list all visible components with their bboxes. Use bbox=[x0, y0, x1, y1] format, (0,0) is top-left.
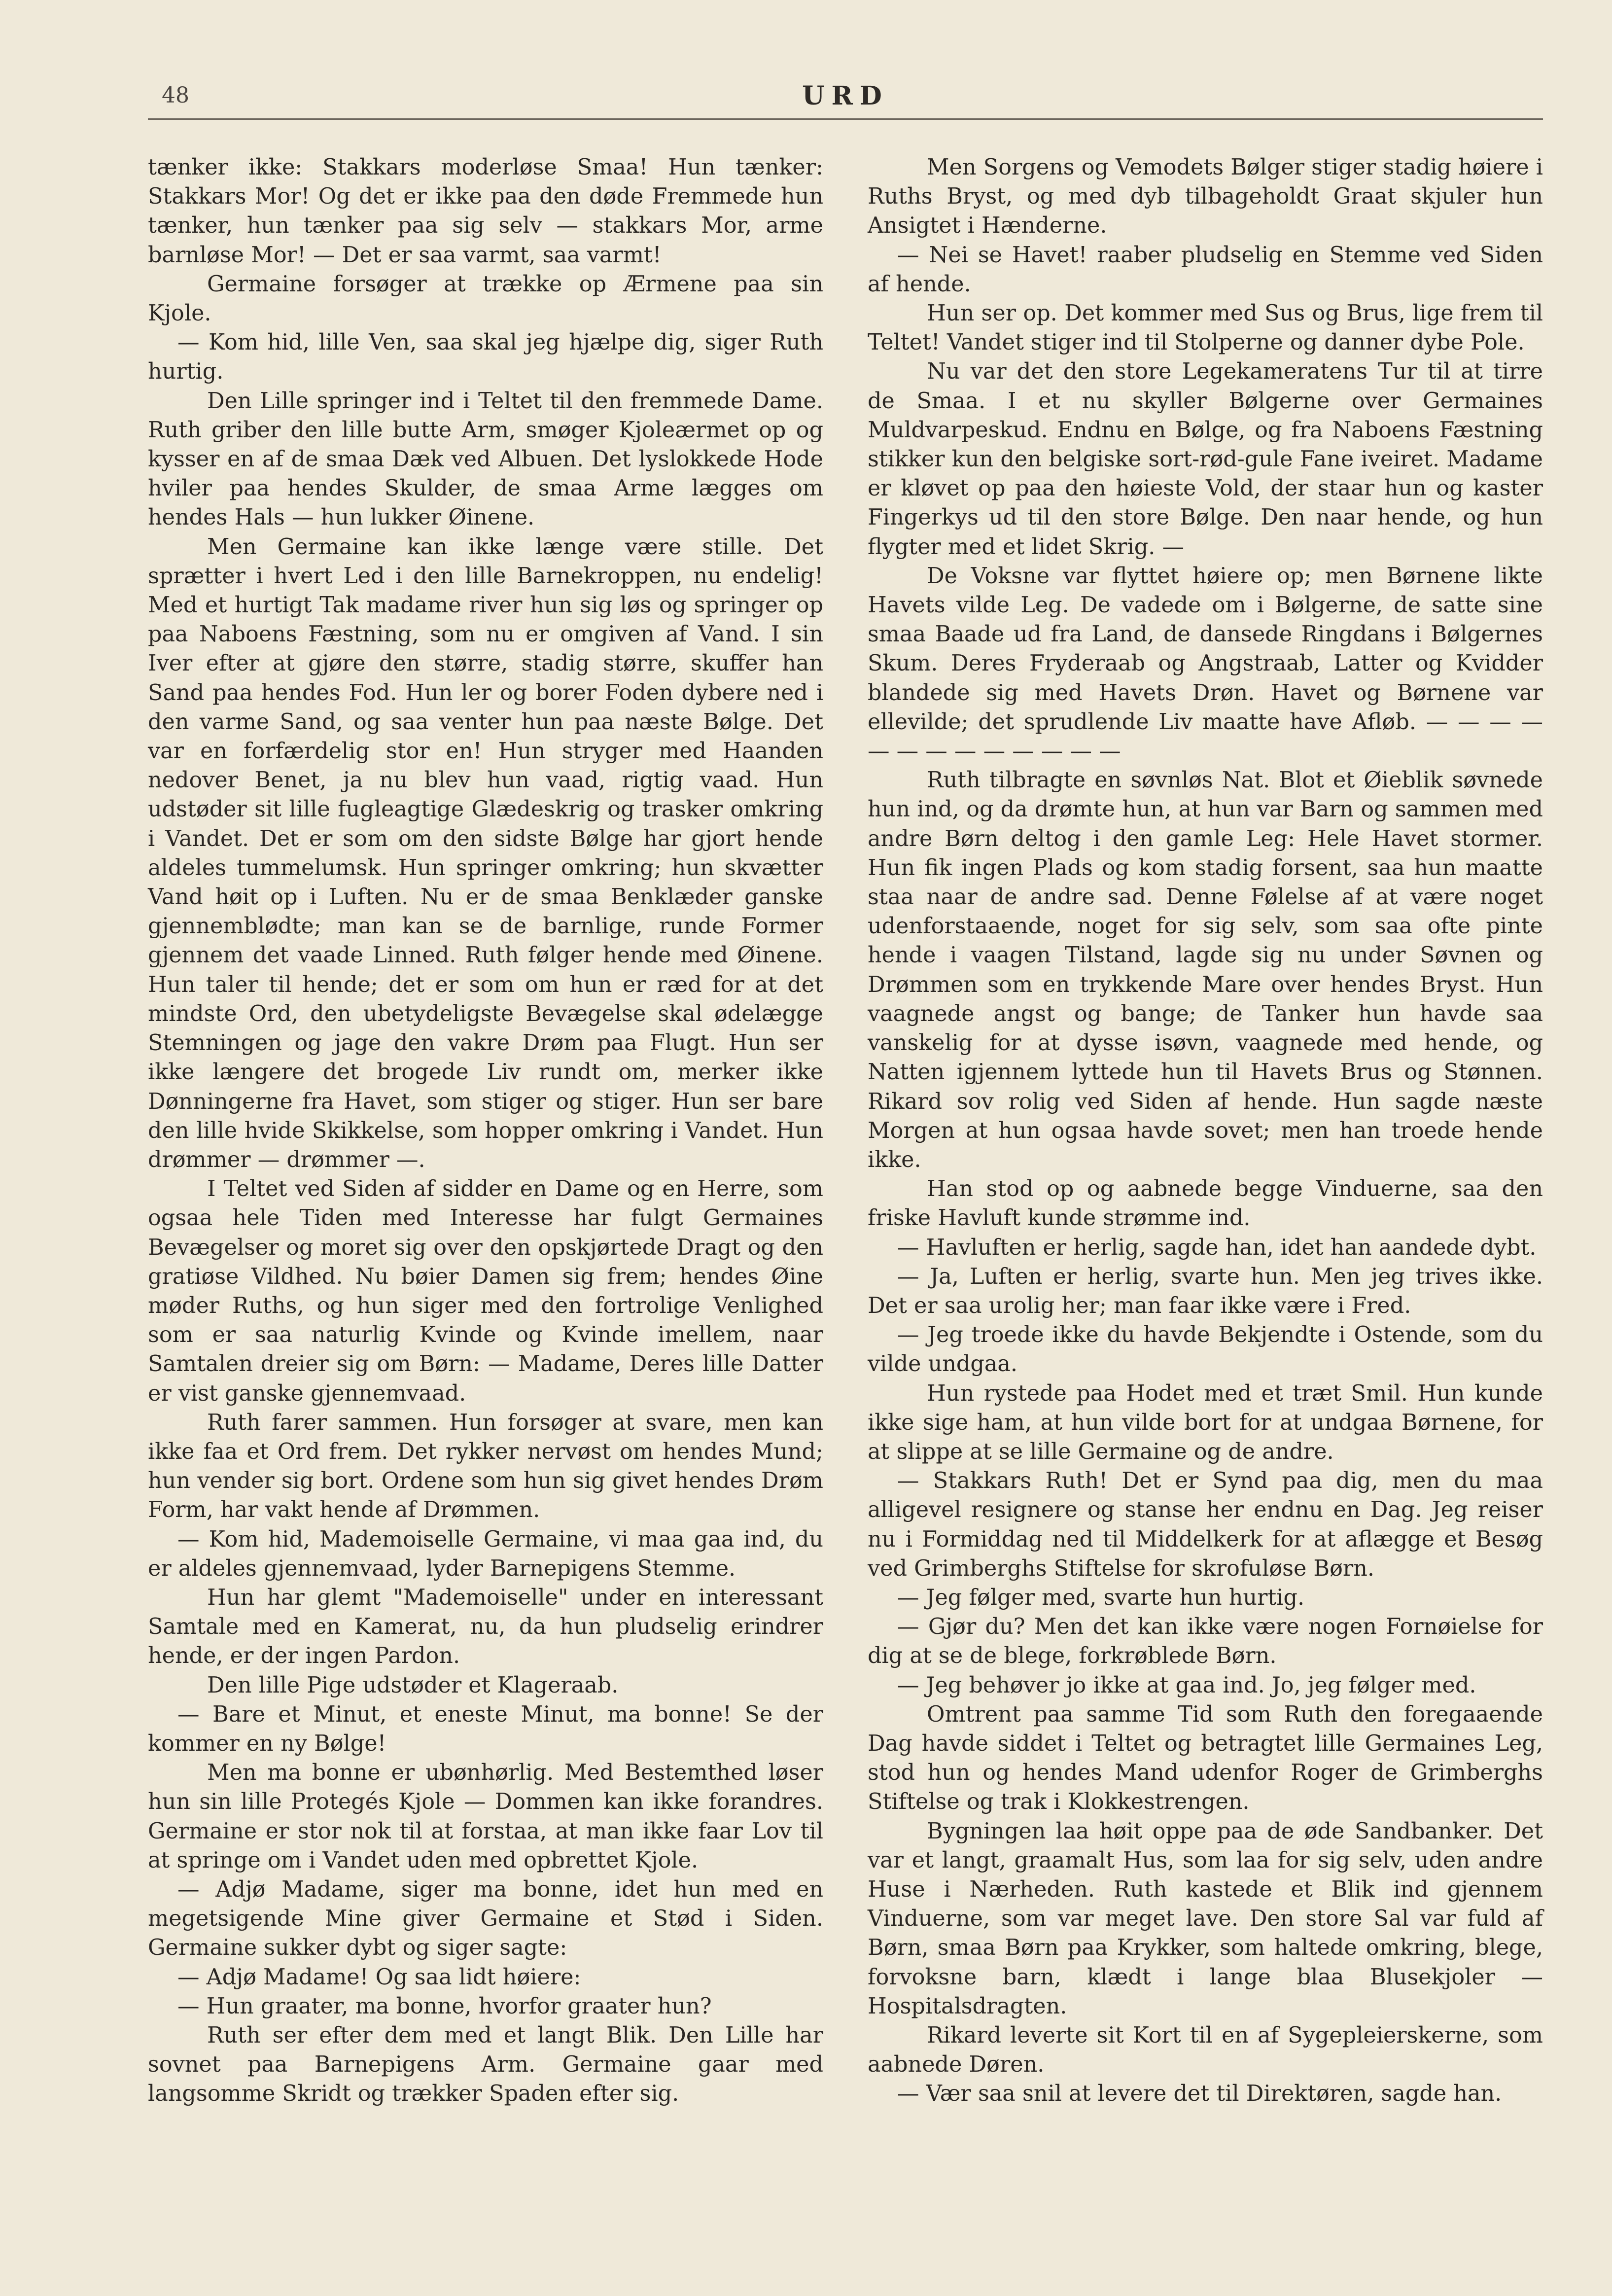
paragraph: Ruth tilbragte en søvnløs Nat. Blot et Øieblik søvnede hun ind, og da drømte hun, at hun var Barn og sammen med andre Børn deltog i den gamle Leg: Hele Havet stormer. Hun fik ingen Plads og kom stadig forsent, saa hun maatte staa naar de andre sad. Denne Følelse af at være noget udenforstaaende, noget for sig selv, som saa ofte pinte hende i vaagen Tilstand, lagde sig nu under Søvnen og Drømmen som en trykkende Mare over hendes Bryst. Hun vaagnede angst og bange; de Tanker hun havde saa vanskelig for at dysse isøvn, vaagnede med hende, og Natten igjennem lyttede hun til Havets Brus og Stønnen. Rikard sov rolig ved Siden af hende. Hun sagde næste Morgen at hun ogsaa havde sovet; men han troede hende ikke. bbox=[868, 768, 1543, 1172]
paragraph: Han stod op og aabnede begge Vinduerne, saa den friske Havluft kunde strømme ind. bbox=[868, 1176, 1543, 1231]
dialog-line: — Kom hid, lille Ven, saa skal jeg hjælpe dig, siger Ruth hurtig. bbox=[148, 330, 823, 385]
paragraph: Men ma bonne er ubønhørlig. Med Bestemthed løser hun sin lille Protegés Kjole — Dommen kan ikke forandres. Germaine er stor nok til at forstaa, at man ikke faar Lov til at springe om i Vandet uden med opbrettet Kjole. bbox=[148, 1760, 823, 1873]
dialog-line: — Ja, Luften er herlig, svarte hun. Men jeg trives ikke. Det er saa urolig her; man faar ikke være i Fred. bbox=[868, 1264, 1543, 1318]
dialog-line: — Hun graater, ma bonne, hvorfor graater hun? bbox=[177, 1993, 712, 2019]
paragraph: Men Germaine kan ikke længe være stille. Det sprætter i hvert Led i den lille Barnekroppen, nu endelig! Med et hurtigt Tak madame river hun sig løs og springer op paa Naboens Fæstning, som nu er omgiven af Vand. I sin Iver efter at gjøre den større, stadig større, skuffer han Sand paa hendes Fod. Hun ler og borer Foden dybere ned i den varme Sand, og saa venter hun paa næste Bølge. Det var en forfærdelig stor en! Hun stryger med Haanden nedover Benet, ja nu blev hun vaad, rigtig vaad. Hun udstøder sit lille fugleagtige Glædeskrig og trasker omkring i Vandet. Det er som om den sidste Bølge har gjort hende aldeles tummelumsk. Hun springer omkring; hun skvætter Vand høit op i Luften. Nu er de smaa Benklæder ganske gjennemblødte; man kan se de barnlige, runde Former gjennem det vaade Linned. Ruth følger hende med Øinene. Hun taler til hende; det er som om hun er ræd for at det mindste Ord, den ubetydeligste Bevægelse skal ødelægge Stemningen og jage den vakre Drøm paa Flugt. Hun ser ikke længere det brogede Liv rundt om, merker ikke Dønningerne fra Havet, som stiger og stiger. Hun ser bare den lille hvide Skikkelse, som hopper omkring i Vandet. Hun drømmer — drømmer —. bbox=[148, 534, 823, 1172]
page-number: 48 bbox=[162, 83, 189, 108]
page bbox=[148, 74, 1543, 2253]
paragraph: Hun ser op. Det kommer med Sus og Brus, lige frem til Teltet! Vandet stiger ind til Stolperne og danner dybe Pole. bbox=[868, 301, 1543, 355]
paragraph: Nu var det den store Legekameratens Tur til at tirre de Smaa. I et nu skyller Bølgerne over Germaines Muldvarpeskud. Endnu en Bølge, og fra Naboens Fæstning stikker kun den belgiske sort-rød-gule Fane iveiret. Madame er kløvet op paa den høieste Vold, der staar hun og kaster Fingerkys ud til den store Bølge. Den naar hende, og hun flygter med et lidet Skrig. — bbox=[868, 359, 1543, 560]
paragraph: Germaine forsøger at trække op Ærmene paa sin Kjole. bbox=[148, 271, 823, 326]
dialog-line: — Kom hid, Mademoiselle Germaine, vi maa gaa ind, du er aldeles gjennemvaad, lyder Barnepigens Stemme. bbox=[148, 1526, 823, 1581]
dialog-line: — Vær saa snil at levere det til Direktøren, sagde han. bbox=[897, 2081, 1502, 2107]
paragraph: Den Lille springer ind i Teltet til den fremmede Dame. Ruth griber den lille butte Arm, smøger Kjoleærmet op og kysser en af de smaa Dæk ved Albuen. Det lyslokkede Hode hviler paa hendes Skulder, de smaa Arme lægges om hendes Hals — hun lukker Øinene. bbox=[148, 388, 823, 530]
paragraph: De Voksne var flyttet høiere op; men Børnene likte Havets vilde Leg. De vadede om i Bølgerne, de satte sine smaa Baade ud fra Land, de dansede Ringdans i Bølgernes Skum. Deres Fryderaab og Angstraab, Latter og Kvidder blandede sig med Havets Drøn. Havet og Børnene var ellevilde; det sprudlende Liv maatte have Afløb. — — — — — — — — — — — — — bbox=[868, 563, 1543, 764]
paragraph: Den lille Pige udstøder et Klageraab. bbox=[207, 1672, 619, 1698]
dialog-line: — Adjø Madame, siger ma bonne, idet hun med en megetsigende Mine giver Germaine et Stød i Siden. Germaine sukker dybt og siger sagte: bbox=[148, 1876, 823, 1961]
page-header bbox=[148, 74, 1543, 120]
paragraph: I Teltet ved Siden af sidder en Dame og en Herre, som ogsaa hele Tiden med Interesse har fulgt Germaines Bevægelser og moret sig over den opskjørtede Dragt og den gratiøse Vildhed. Nu bøier Damen sig frem; hendes Øine møder Ruths, og hun siger med den fortrolige Venlighed som er saa naturlig Kvinde og Kvinde imellem, naar Samtalen dreier sig om Børn: — Madame, Deres lille Datter er vist ganske gjennemvaad. bbox=[148, 1176, 823, 1406]
paragraph: Ruth ser efter dem med et langt Blik. Den Lille har sovnet paa Barnepigens Arm. Germaine gaar med langsomme Skridt og trækker Spaden efter sig. bbox=[148, 2023, 823, 2107]
dialog-line: — Jeg følger med, svarte hun hurtig. bbox=[897, 1585, 1305, 1610]
paragraph: Men Sorgens og Vemodets Bølger stiger stadig høiere i Ruths Bryst, og med dyb tilbageholdt Graat skjuler hun Ansigtet i Hænderne. bbox=[868, 155, 1543, 239]
dialog-line: — Bare et Minut, et eneste Minut, ma bonne! Se der kommer en ny Bølge! bbox=[148, 1701, 823, 1756]
paragraph: Omtrent paa samme Tid som Ruth den foregaaende Dag havde siddet i Teltet og betragtet lille Germaines Leg, stod hun og hendes Mand udenfor Roger de Grimberghs Stiftelse og trak i Klokkestrengen. bbox=[868, 1701, 1543, 1815]
dialog-line: — Stakkars Ruth! Det er Synd paa dig, men du maa alligevel resignere og stanse her endnu en Dag. Jeg reiser nu i Formiddag ned til Middelkerk for at aflægge et Besøg ved Grimberghs Stiftelse for skrofuløse Børn. bbox=[868, 1468, 1543, 1581]
dialog-line: — Havluften er herlig, sagde han, idet han aandede dybt. bbox=[897, 1235, 1537, 1260]
running-title: URD bbox=[802, 81, 889, 111]
dialog-line: — Jeg troede ikke du havde Bekjendte i Ostende, som du vilde undgaa. bbox=[868, 1322, 1543, 1377]
dialog-line: — Adjø Madame! Og saa lidt høiere: bbox=[177, 1964, 581, 1990]
paragraph: Bygningen laa høit oppe paa de øde Sandbanker. Det var et langt, graamalt Hus, som laa for sig selv, uden andre Huse i Nærheden. Ruth kastede et Blik ind gjennem Vinduerne, som var meget lave. Den store Sal var fuld af Børn, smaa Børn paa Krykker, som haltede omkring, blege, forvoksne barn, klædt i lange blaa Blusekjoler — Hospitalsdragten. bbox=[868, 1818, 1543, 2019]
left-column bbox=[148, 153, 823, 2109]
paragraph: Hun rystede paa Hodet med et træt Smil. Hun kunde ikke sige ham, at hun vilde bort for at undgaa Børnene, for at slippe at se lille Germaine og de andre. bbox=[868, 1380, 1543, 1464]
right-column bbox=[868, 153, 1543, 2109]
dialog-line: — Gjør du? Men det kan ikke være nogen Fornøielse for dig at se de blege, forkrøblede Børn. bbox=[868, 1614, 1543, 1669]
dialog-line: — Jeg behøver jo ikke at gaa ind. Jo, jeg følger med. bbox=[897, 1672, 1476, 1698]
paragraph: Hun har glemt "Mademoiselle" under en interessant Samtale med en Kamerat, nu, da hun pludselig erindrer hende, er der ingen Pardon. bbox=[148, 1585, 823, 1669]
paragraph: tænker ikke: Stakkars moderløse Smaa! Hun tænker: Stakkars Mor! Og det er ikke paa den døde Fremmede hun tænker, hun tænker paa sig selv — stakkars Mor, arme barnløse Mor! — Det er saa varmt, saa varmt! bbox=[148, 155, 823, 268]
paragraph: Ruth farer sammen. Hun forsøger at svare, men kan ikke faa et Ord frem. Det rykker nervøst om hendes Mund; hun vender sig bort. Ordene som hun sig givet hendes Drøm Form, har vakt hende af Drømmen. bbox=[148, 1410, 823, 1523]
paragraph: Rikard leverte sit Kort til en af Sygepleierskerne, som aabnede Døren. bbox=[868, 2023, 1543, 2078]
dialog-line: — Nei se Havet! raaber pludselig en Stemme ved Siden af hende. bbox=[868, 242, 1543, 297]
